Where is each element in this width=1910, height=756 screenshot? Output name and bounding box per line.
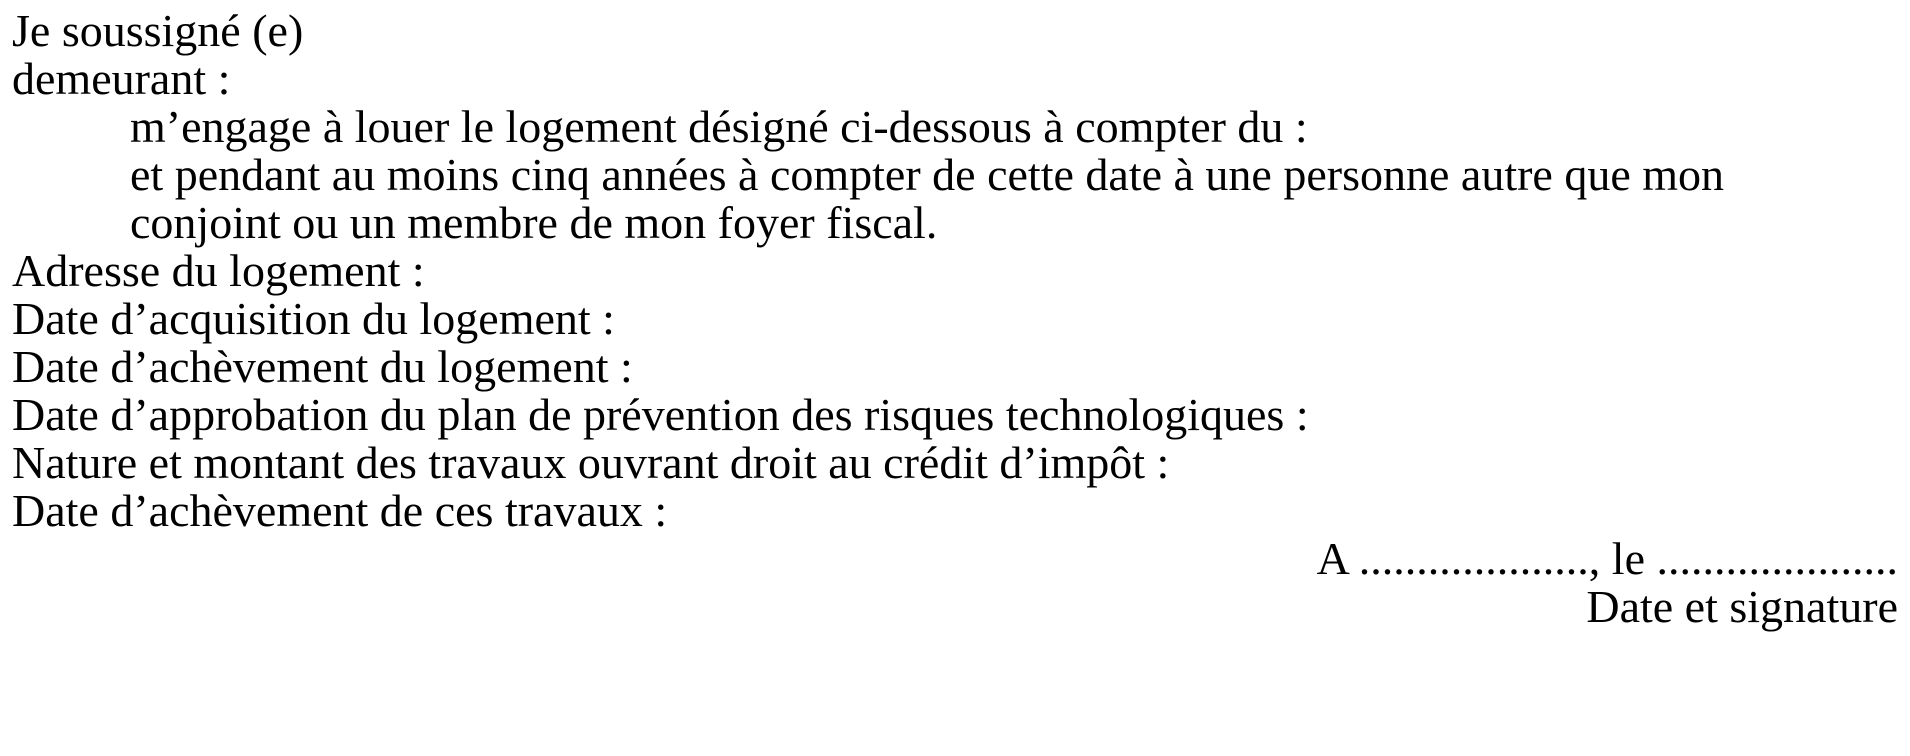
signature-label: Date et signature <box>1586 581 1898 632</box>
works-nature-amount-label: Nature et montant des travaux ouvrant droit au crédit d’impôt : <box>12 437 1170 488</box>
commitment-line-3: conjoint ou un membre de mon foyer fiscal. <box>130 197 938 248</box>
approval-date-label: Date d’approbation du plan de prévention des risques technologiques : <box>12 389 1309 440</box>
address-label: Adresse du logement : <box>12 245 425 296</box>
completion-date-label: Date d’achèvement du logement : <box>12 341 633 392</box>
signatory-line: Je soussigné (e) <box>12 5 304 56</box>
place-date-line: A ...................., le ..................... <box>1316 533 1898 584</box>
works-completion-date-label: Date d’achèvement de ces travaux : <box>12 485 668 536</box>
acquisition-date-label: Date d’acquisition du logement : <box>12 293 615 344</box>
residence-line: demeurant : <box>12 53 231 104</box>
commitment-line-2: et pendant au moins cinq années à compter de cette date à une personne autre que mon <box>130 149 1725 200</box>
commitment-line-1: m’engage à louer le logement désigné ci-dessous à compter du : <box>130 101 1308 152</box>
